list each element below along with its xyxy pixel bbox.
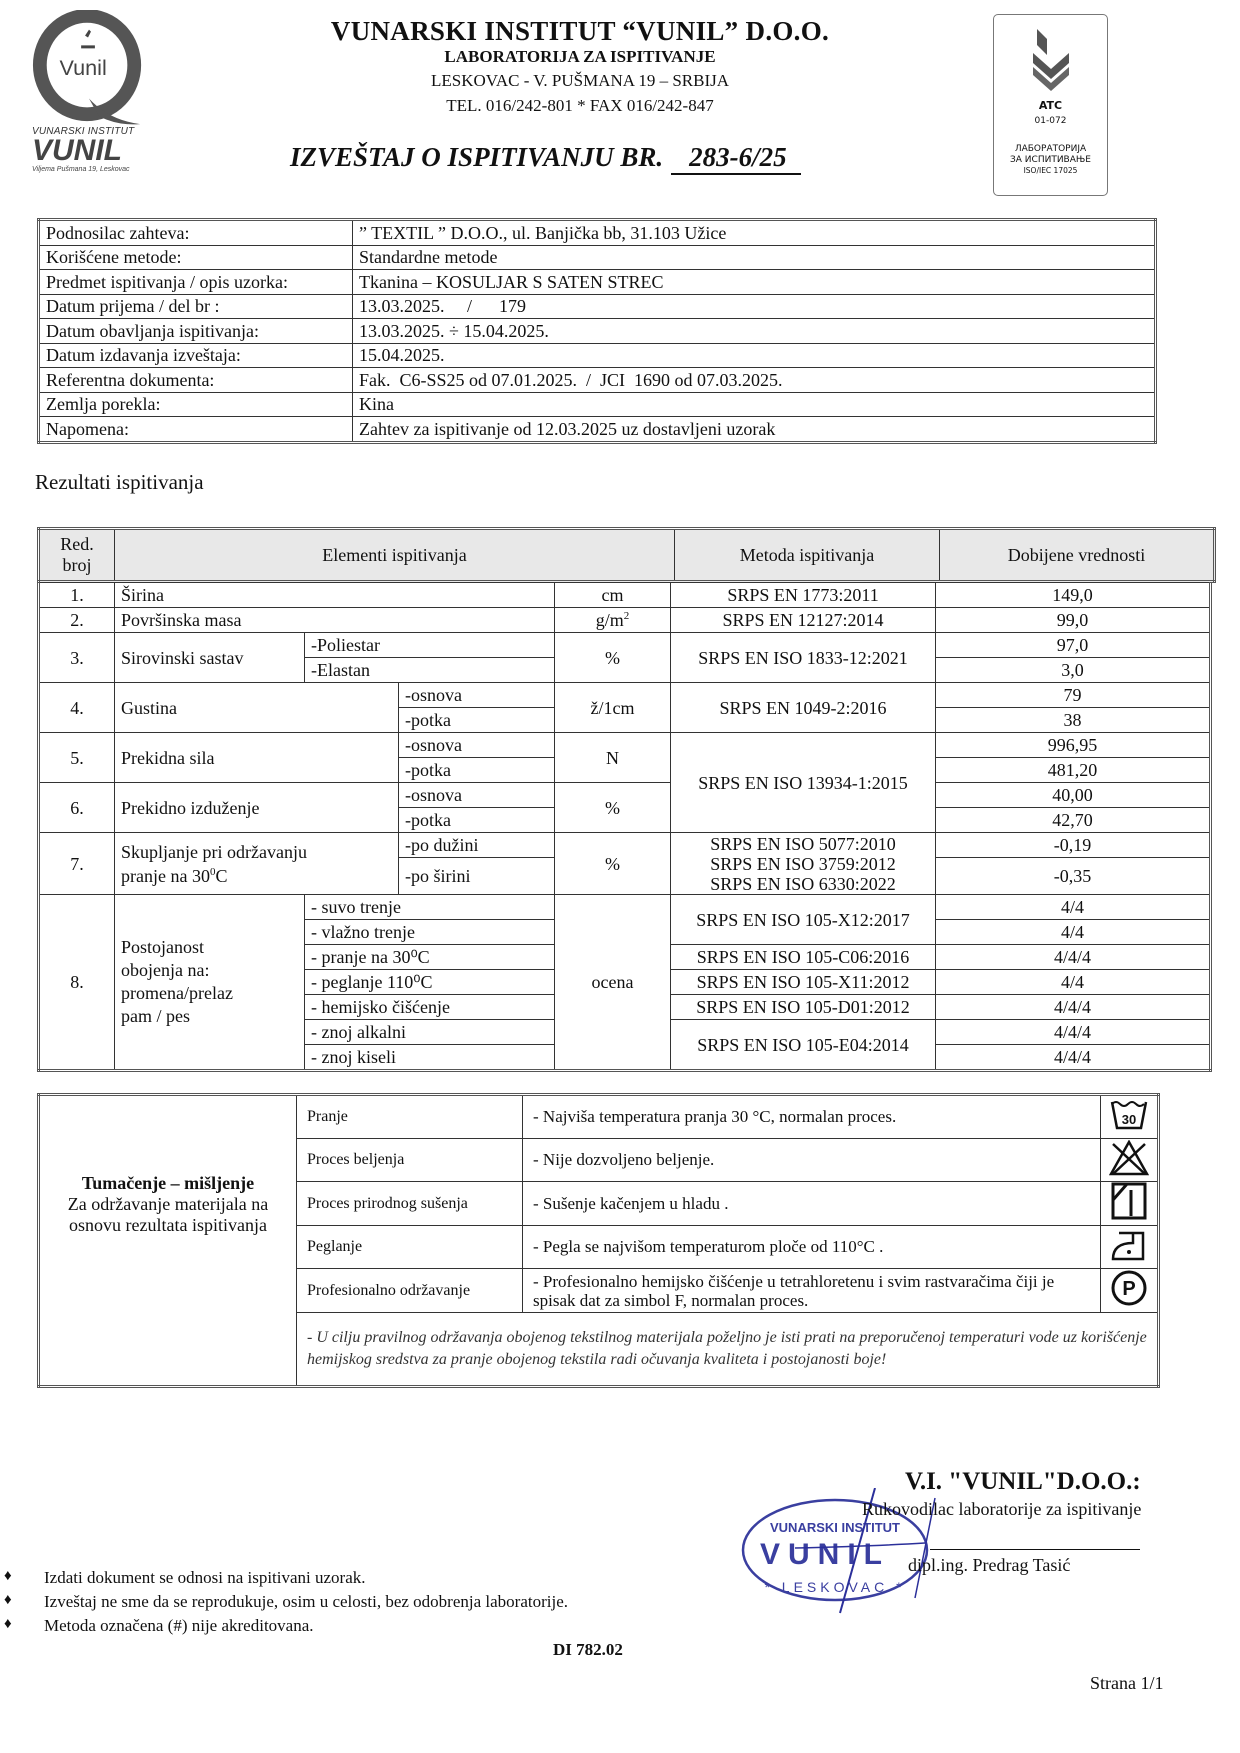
request-info-table bbox=[37, 218, 1157, 444]
signature-role: Rukovodilac laboratorije za ispitivanje bbox=[862, 1499, 1142, 1519]
diamond-bullet-icon: ♦ bbox=[4, 1592, 12, 1608]
header-no: Red. broj bbox=[39, 529, 115, 582]
care-subtitle: Za održavanje materijala na osnovu rezultata ispitivanja bbox=[67, 1193, 269, 1235]
svg-text:VUNARSKI INSTITUT: VUNARSKI INSTITUT bbox=[770, 1520, 900, 1535]
table-row: -potka 38 bbox=[39, 708, 1211, 733]
care-note: - U cilju pravilnog održavanja obojenog tekstilnog materijala poželjno je isti prati na preporučenoj temperaturi vode uz korišćenje hemijskog sredstva za pranje obojenog tekstila radi očuvanja kvaliteta i postojanosti boje! bbox=[297, 1313, 1159, 1387]
report-number: 283-6/25 bbox=[671, 142, 801, 175]
table-row: - vlažno trenje 4/4 bbox=[39, 920, 1211, 945]
table-row: 3. Sirovinski sastav -Poliestar % SRPS EN ISO 1833-12:2021 97,0 bbox=[39, 633, 1211, 658]
table-row: - znoj alkalni SRPS EN ISO 105-E04:2014 4/4/4 bbox=[39, 1020, 1211, 1045]
diamond-bullet-icon: ♦ bbox=[4, 1568, 12, 1584]
lab-name: LABORATORIJA ZA ISPITIVANJE bbox=[444, 47, 716, 66]
atc-line1: ЛАБОРАТОРИЈА bbox=[1014, 144, 1087, 154]
table-row: 4. Gustina -osnova ž/1cm SRPS EN 1049-2:2016 79 bbox=[39, 683, 1211, 708]
care-row: Tumačenje – mišljenje Za održavanje materijala na osnovu rezultata ispitivanja Pranje - Najviša temperatura pranja 30 °C, normalan proces. 30 bbox=[39, 1095, 1159, 1139]
vunil-q-logo bbox=[30, 10, 148, 128]
info-row: Korišćene metode: Standardne metode bbox=[39, 245, 1156, 270]
dry-clean-p-icon bbox=[1110, 1269, 1148, 1307]
logo-subtitle: VUNARSKI INSTITUT bbox=[32, 126, 135, 137]
wash-30-icon bbox=[1109, 1098, 1149, 1132]
table-row: 5. Prekidna sila -osnova N SRPS EN ISO 13934-1:2015 996,95 bbox=[39, 733, 1211, 758]
table-row: -potka 481,20 bbox=[39, 758, 1211, 783]
accreditation-badge bbox=[993, 14, 1108, 196]
diamond-bullet-icon: ♦ bbox=[4, 1616, 12, 1632]
signature-company: V.I. "VUNIL"D.O.O.: bbox=[905, 1468, 1141, 1495]
svg-text:30: 30 bbox=[1121, 1111, 1137, 1127]
care-row: Profesionalno održavanje - Profesionalno hemijsko čišćenje u tetrahloretenu i svim rastvaračima čiji je spisak dat za simbol F, normalan proces. P bbox=[39, 1269, 1159, 1313]
table-row: - znoj kiseli 4/4/4 bbox=[39, 1045, 1211, 1071]
document-code: DI 782.02 bbox=[553, 1640, 623, 1659]
info-row: Datum prijema / del br : 13.03.2025. / 179 bbox=[39, 294, 1156, 319]
table-row: 8. Postojanost obojenja na: promena/prelaz pam / pes - suvo trenje ocena SRPS EN ISO 105-X12:2017 4/4 bbox=[39, 895, 1211, 920]
svg-text:VUNIL: VUNIL bbox=[760, 1538, 890, 1571]
table-row: - pranje na 30⁰C SRPS EN ISO 105-C06:2016 4/4/4 bbox=[39, 945, 1211, 970]
table-row: 7. Skupljanje pri održavanju pranje na $30^0C$ -po dužini % SRPS EN ISO 5077:2010 SRPS EN ISO 3759:2012 SRPS EN ISO 6330:2022 -0,19 bbox=[39, 833, 1211, 858]
atc-logo-icon bbox=[1029, 29, 1073, 91]
results-section-title: Rezultati ispitivanja bbox=[35, 470, 204, 494]
footer-notes bbox=[0, 1568, 700, 1640]
care-title: Tumačenje – mišljenje bbox=[81, 1172, 255, 1193]
info-row: Datum izdavanja izveštaja: 15.04.2025. bbox=[39, 343, 1156, 368]
info-row: Referentna dokumenta: Fak. C6-SS25 od 07.01.2025. / JCI 1690 od 07.03.2025. bbox=[39, 368, 1156, 393]
report-title: IZVEŠTAJ O ISPITIVANJU BR. 283-6/25 bbox=[290, 142, 801, 175]
svg-text:P: P bbox=[1122, 1278, 1136, 1300]
logo-wordmark: VUNIL bbox=[32, 138, 162, 164]
address: LESKOVAC - V. PUŠMANA 19 – SRBIJA bbox=[430, 71, 730, 90]
svg-text:Vunil: Vunil bbox=[59, 54, 107, 80]
logo-address: Viljema Pušmana 19, Leskovac bbox=[32, 166, 130, 173]
atc-line2: ЗА ИСПИТИВАЊЕ bbox=[1010, 155, 1091, 165]
care-instructions-table bbox=[37, 1093, 1160, 1388]
header-element: Elementi ispitivanja bbox=[115, 529, 675, 582]
svg-text:* LESKOVAC *: * LESKOVAC * bbox=[764, 1579, 906, 1595]
table-row: -po širini -0,35 bbox=[39, 858, 1211, 895]
header-method: Metoda ispitivanja bbox=[675, 529, 940, 582]
atc-number: 01-072 bbox=[1034, 116, 1067, 126]
results-header-row bbox=[39, 529, 1215, 582]
signature-name: dipl.ing. Predrag Tasić bbox=[908, 1555, 1071, 1575]
results-table bbox=[37, 527, 1216, 583]
no-bleach-icon bbox=[1109, 1140, 1149, 1176]
page-number: Strana 1/1 bbox=[1090, 1673, 1164, 1693]
info-row: Podnosilac zahteva: ” TEXTIL ” D.O.O., ul. Banjička bb, 31.103 Užice bbox=[39, 220, 1156, 246]
info-row: Zemlja porekla: Kina bbox=[39, 392, 1156, 417]
table-row: -Elastan 3,0 bbox=[39, 658, 1211, 683]
table-row: - peglanje 110⁰C SRPS EN ISO 105-X11:2012 4/4 bbox=[39, 970, 1211, 995]
signature-line bbox=[930, 1549, 1140, 1550]
care-note-row bbox=[39, 1313, 1159, 1387]
atc-standard: ISO/IEC 17025 bbox=[1023, 166, 1078, 175]
care-row: Proces prirodnog sušenja - Sušenje kačenjem u hladu . bbox=[39, 1182, 1159, 1226]
table-row: 2. Površinska masa $g/m^2$ SRPS EN 12127:2014 99,0 bbox=[39, 608, 1211, 633]
table-row: 6. Prekidno izduženje -osnova % 40,00 bbox=[39, 783, 1211, 808]
table-row: -potka 42,70 bbox=[39, 808, 1211, 833]
header-value: Dobijene vrednosti bbox=[940, 529, 1215, 582]
line-dry-shade-icon bbox=[1111, 1182, 1147, 1220]
list-item: ♦ Izdati dokument se odnosi na ispitivani uzorak. bbox=[4, 1568, 366, 1587]
info-row: Napomena: Zahtev za ispitivanje od 12.03.2025 uz dostavljeni uzorak bbox=[39, 417, 1156, 443]
results-body bbox=[37, 582, 1163, 1072]
table-row: - hemijsko čišćenje SRPS EN ISO 105-D01:2012 4/4/4 bbox=[39, 995, 1211, 1020]
atc-code: ATC bbox=[1038, 99, 1063, 112]
care-row: Peglanje - Pegla se najvišom temperaturom ploče od 110°C . bbox=[39, 1226, 1159, 1269]
iron-low-icon bbox=[1109, 1229, 1149, 1261]
info-row: Predmet ispitivanja / opis uzorka: Tkanina – KOSULJAR S SATEN STREC bbox=[39, 270, 1156, 295]
institute-name: VUNARSKI INSTITUT “VUNIL” D.O.O. bbox=[330, 16, 830, 46]
table-row: 1. Širina cm SRPS EN 1773:2011 149,0 bbox=[39, 583, 1211, 608]
list-item: ♦ Metoda označena (#) nije akreditovana. bbox=[4, 1616, 314, 1635]
care-row: Proces beljenja - Nije dozvoljeno beljenje. bbox=[39, 1139, 1159, 1182]
list-item: ♦ Izveštaj ne sme da se reprodukuje, osim u celosti, bez odobrenja laboratorije. bbox=[4, 1592, 568, 1611]
info-row: Datum obavljanja ispitivanja: 13.03.2025. ÷ 15.04.2025. bbox=[39, 319, 1156, 344]
phone-fax: TEL. 016/242-801 * FAX 016/242-847 bbox=[446, 96, 714, 115]
